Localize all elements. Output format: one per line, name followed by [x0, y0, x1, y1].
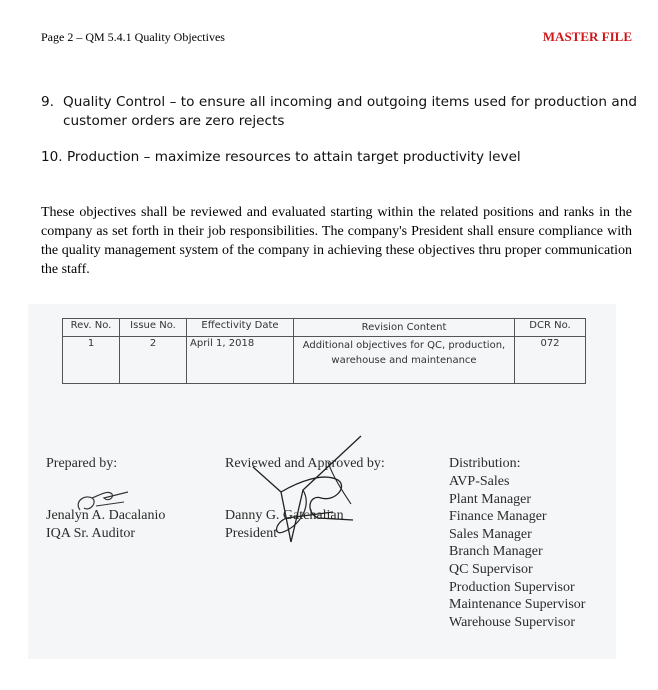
cell-issue-no: 2 [120, 337, 187, 384]
master-file-stamp: MASTER FILE [542, 29, 632, 44]
list-item: AVP-Sales [449, 474, 510, 489]
col-header-dcr-no: DCR No. [515, 319, 586, 337]
preparer-title: IQA Sr. Auditor [46, 526, 136, 541]
cell-effectivity-date: April 1, 2018 [187, 337, 294, 384]
objective-number: 9. [41, 94, 54, 110]
objective-text: Production – maximize resources to attain target productivity level [66, 149, 521, 165]
col-header-revision-content: Revision Content [294, 319, 515, 337]
preparer-name: Jenalyn A. Dacalanio [46, 508, 166, 523]
objective-item-10 [41, 149, 521, 165]
revision-table [62, 318, 586, 384]
reviewer-name: Danny G. Gatchalian [225, 508, 344, 523]
col-header-effectivity-date: Effectivity Date [187, 319, 294, 337]
objective-text: Quality Control – to ensure all incoming and outgoing items used for production and customer orders are zero rejects [63, 94, 637, 129]
page-reference: Page 2 – QM 5.4.1 Quality Objectives [41, 30, 225, 44]
distribution-label: Distribution: [449, 456, 521, 471]
list-item: Warehouse Supervisor [449, 614, 576, 630]
prepared-by-label: Prepared by: [46, 456, 118, 471]
cell-revision-content: Additional objectives for QC, production, warehouse and maintenance [294, 337, 515, 384]
list-item: Maintenance Supervisor [449, 597, 586, 613]
scanned-approval-section [28, 304, 616, 659]
cell-rev-no: 1 [63, 337, 120, 384]
table-row [63, 337, 586, 384]
list-item: QC Supervisor [449, 561, 533, 577]
list-item: Production Supervisor [449, 579, 575, 595]
list-item: Plant Manager [449, 491, 532, 507]
list-item: Branch Manager [449, 544, 543, 560]
list-item: Finance Manager [449, 509, 547, 525]
reviewer-title: President [225, 526, 278, 541]
col-header-rev-no: Rev. No. [63, 319, 120, 337]
objective-number: 10. [41, 149, 63, 165]
list-item: Sales Manager [449, 526, 532, 542]
revision-table-header [63, 319, 586, 337]
reviewed-by-label: Reviewed and Approved by: [225, 456, 385, 471]
cell-dcr-no: 072 [515, 337, 586, 384]
review-paragraph: These objectives shall be reviewed and evaluated starting within the related positions and ranks in the company as set forth in their job responsibilities. The company's President shall ensure compliance with the quality management system of the company in achieving these objectives thru proper communication the staff. [41, 205, 632, 277]
distribution-list [449, 473, 585, 631]
col-header-issue-no: Issue No. [120, 319, 187, 337]
